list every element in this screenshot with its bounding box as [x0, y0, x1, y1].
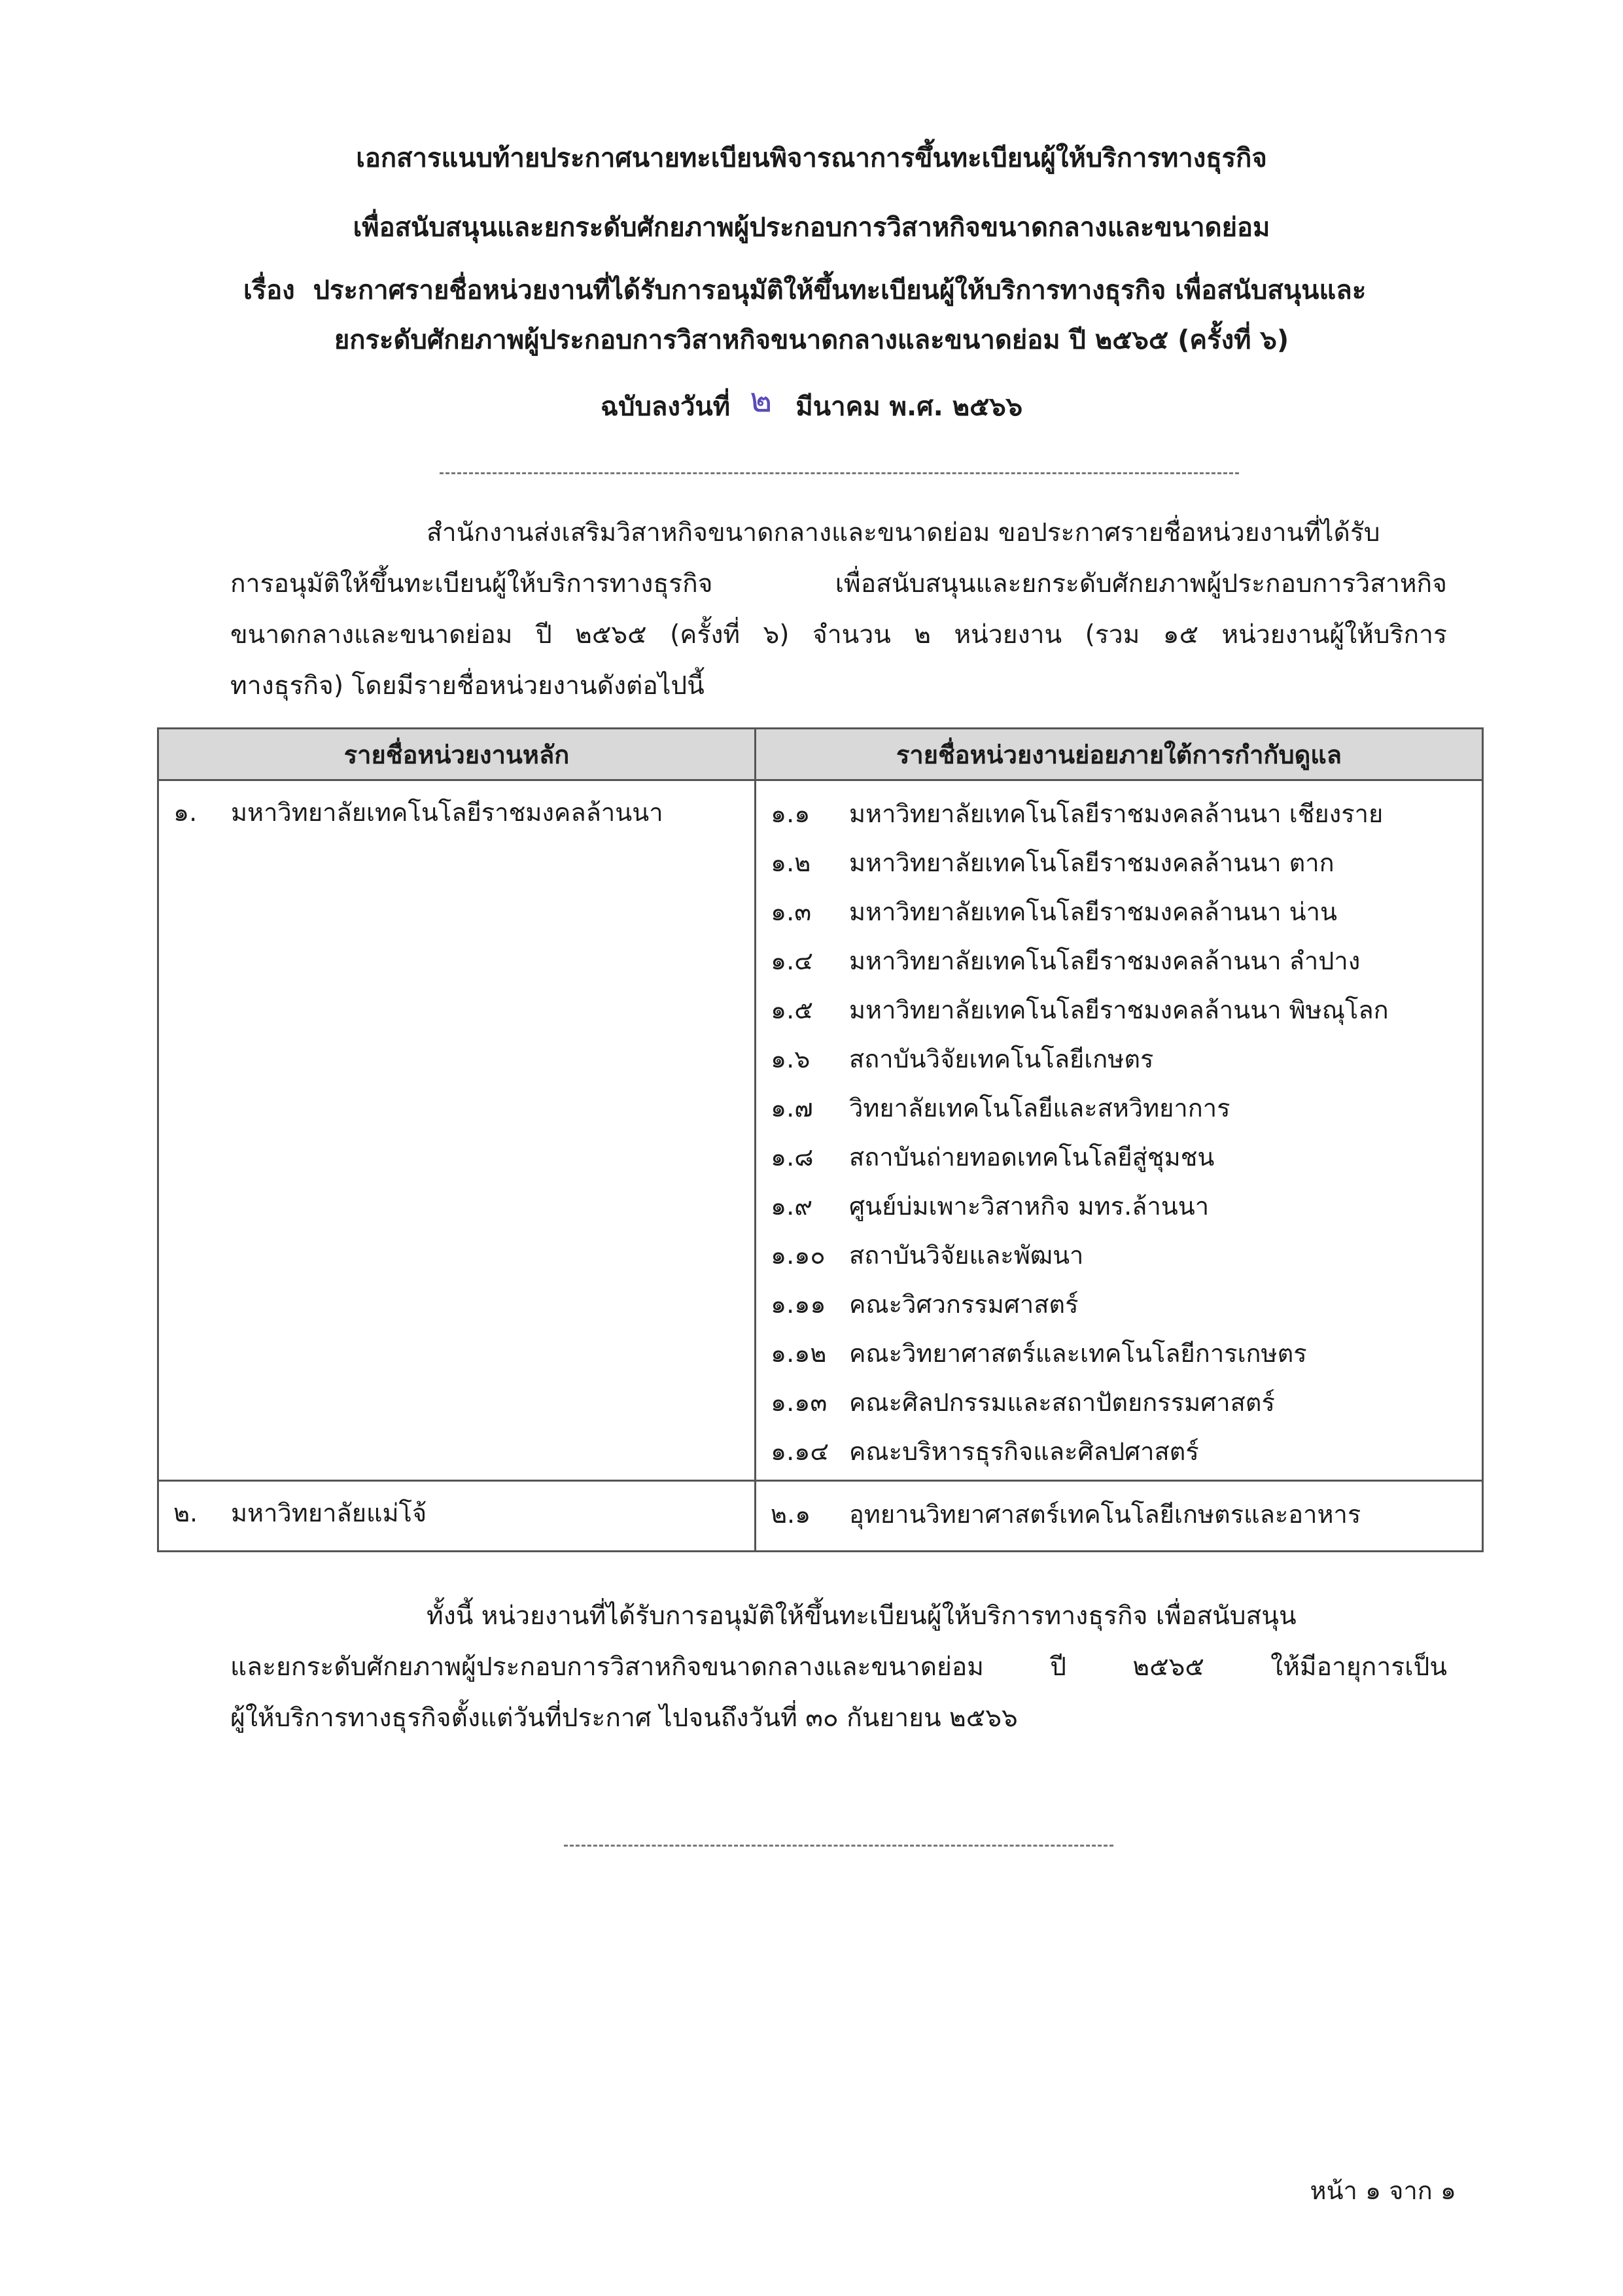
main-unit-name: มหาวิทยาลัยแม่โจ้	[231, 1498, 427, 1527]
header-line-1: เอกสารแนบท้ายประกาศนายทะเบียนพิจารณาการขึ้นทะเบียนผู้ให้บริการทางธุรกิจ	[356, 143, 1267, 173]
sub-unit-item	[756, 936, 1482, 985]
sub-unit-name: คณะบริหารธุรกิจและศิลปศาสตร์	[849, 1437, 1199, 1466]
sub-unit-number: ๑.๕	[771, 996, 813, 1024]
date-day-handwritten: ๒	[750, 381, 773, 420]
sub-unit-name: มหาวิทยาลัยเทคโนโลยีราชมงคลล้านนา พิษณุโลก	[849, 996, 1389, 1024]
header-main-units: รายชื่อหน่วยงานหลัก	[158, 729, 756, 780]
sub-unit-item	[756, 985, 1482, 1034]
sub-unit-name: สถาบันถ่ายทอดเทคโนโลยีสู่ชุมชน	[849, 1143, 1215, 1172]
sub-unit-number: ๑.๒	[771, 848, 811, 877]
sub-unit-item	[756, 789, 1482, 838]
sub-unit-number: ๑.๑๐	[771, 1241, 826, 1270]
sub-unit-item	[756, 1034, 1482, 1083]
sub-unit-item	[756, 1132, 1482, 1181]
main-unit-name: มหาวิทยาลัยเทคโนโลยีราชมงคลล้านนา	[231, 797, 663, 827]
sub-unit-number: ๑.๑	[771, 799, 811, 828]
sub-unit-name: สถาบันวิจัยเทคโนโลยีเกษตร	[849, 1045, 1154, 1073]
sub-unit-number: ๑.๙	[771, 1192, 813, 1221]
sub-unit-number: ๑.๑๔	[771, 1437, 829, 1466]
closing-divider	[564, 1845, 1113, 1847]
date-rest: มีนาคม พ.ศ. ๒๕๖๖	[795, 392, 1023, 422]
header-divider	[440, 472, 1239, 474]
sub-unit-item	[756, 1181, 1482, 1230]
intro-paragraph-body	[230, 559, 1447, 712]
main-unit-number: ๑.	[173, 797, 198, 827]
sub-unit-item	[756, 838, 1482, 887]
sub-unit-name: มหาวิทยาลัยเทคโนโลยีราชมงคลล้านนา ลำปาง	[849, 947, 1361, 975]
sub-unit-number: ๑.๖	[771, 1045, 811, 1073]
header-line-2: เพื่อสนับสนุนและยกระดับศักยภาพผู้ประกอบการวิสาหกิจขนาดกลางและขนาดย่อม	[353, 213, 1270, 243]
units-table	[157, 727, 1484, 1552]
sub-unit-item	[756, 887, 1482, 936]
intro-paragraph	[230, 508, 1447, 559]
sub-unit-item	[756, 1329, 1482, 1378]
sub-unit-number: ๒.๑	[771, 1500, 811, 1529]
table-row-group-2	[158, 1481, 1483, 1552]
sub-unit-number: ๑.๑๒	[771, 1339, 827, 1368]
sub-unit-name: มหาวิทยาลัยเทคโนโลยีราชมงคลล้านนา น่าน	[849, 897, 1337, 926]
closing-line-3: ผู้ให้บริการทางธุรกิจตั้งแต่วันที่ประกาศ ไปจนถึงวันที่ ๓๐ กันยายน ๒๕๖๖	[230, 1703, 1018, 1733]
sub-unit-number: ๑.๔	[771, 947, 813, 975]
sub-unit-name: อุทยานวิทยาศาสตร์เทคโนโลยีเกษตรและอาหาร	[849, 1500, 1361, 1529]
sub-unit-item	[756, 1427, 1482, 1476]
closing-line-2: และยกระดับศักยภาพผู้ประกอบการวิสาหกิจขนาดกลางและขนาดย่อม ปี ๒๕๖๕ ให้มีอายุการเป็น	[230, 1652, 1447, 1682]
header-subject	[243, 271, 1366, 310]
subject-line-1: ประกาศรายชื่อหน่วยงานที่ได้รับการอนุมัติให้ขึ้นทะเบียนผู้ให้บริการทางธุรกิจ เพื่อสนับสนุนและ	[313, 275, 1367, 305]
main-unit-cell	[158, 780, 756, 1481]
main-unit-cell	[158, 1481, 756, 1552]
intro-line-3: ขนาดกลางและขนาดย่อม ปี ๒๕๖๕ (ครั้งที่ ๖) จำนวน ๒ หน่วยงาน (รวม ๑๕ หน่วยงานผู้ให้บริการ	[230, 620, 1447, 650]
subject-label: เรื่อง	[243, 275, 295, 305]
sub-units-cell	[756, 780, 1483, 1481]
table-row-group-1	[158, 780, 1483, 1481]
sub-unit-name: คณะวิทยาศาสตร์และเทคโนโลยีการเกษตร	[849, 1339, 1307, 1368]
sub-units-cell	[756, 1481, 1483, 1552]
sub-unit-name: สถาบันวิจัยและพัฒนา	[849, 1241, 1084, 1270]
header-date	[0, 381, 1623, 426]
page-number: หน้า ๑ จาก ๑	[1310, 2176, 1456, 2205]
sub-unit-name: คณะวิศวกรรมศาสตร์	[849, 1290, 1079, 1319]
sub-unit-number: ๑.๘	[771, 1143, 814, 1172]
sub-unit-number: ๑.๑๑	[771, 1290, 826, 1319]
table-header-row	[158, 729, 1483, 780]
sub-unit-item	[756, 1230, 1482, 1279]
sub-unit-number: ๑.๓	[771, 897, 812, 926]
sub-unit-item	[756, 1489, 1482, 1539]
sub-unit-name: คณะศิลปกรรมและสถาปัตยกรรมศาสตร์	[849, 1388, 1275, 1417]
sub-unit-item	[756, 1279, 1482, 1329]
closing-paragraph	[230, 1591, 1447, 1744]
sub-unit-number: ๑.๗	[771, 1094, 813, 1122]
sub-unit-number: ๑.๑๓	[771, 1388, 828, 1417]
header-sub-units: รายชื่อหน่วยงานย่อยภายใต้การกำกับดูแล	[756, 729, 1483, 780]
subject-line-2: ยกระดับศักยภาพผู้ประกอบการวิสาหกิจขนาดกลางและขนาดย่อม ปี ๒๕๖๕ (ครั้งที่ ๖)	[334, 325, 1289, 355]
date-prefix: ฉบับลงวันที่	[600, 392, 731, 422]
intro-line-1: สำนักงานส่งเสริมวิสาหกิจขนาดกลางและขนาดย่อม ขอประกาศรายชื่อหน่วยงานที่ได้รับ	[427, 518, 1380, 548]
sub-unit-name: ศูนย์บ่มเพาะวิสาหกิจ มทร.ล้านนา	[849, 1192, 1210, 1221]
sub-unit-name: มหาวิทยาลัยเทคโนโลยีราชมงคลล้านนา เชียงราย	[849, 799, 1384, 828]
sub-unit-name: มหาวิทยาลัยเทคโนโลยีราชมงคลล้านนา ตาก	[849, 848, 1335, 877]
intro-line-4: ทางธุรกิจ) โดยมีรายชื่อหน่วยงานดังต่อไปนี้	[230, 671, 705, 701]
main-unit-number: ๒.	[173, 1498, 198, 1527]
intro-line-2: การอนุมัติให้ขึ้นทะเบียนผู้ให้บริการทางธุรกิจ เพื่อสนับสนุนและยกระดับศักยภาพผู้ประกอบการวิสาหกิจ	[230, 569, 1447, 599]
sub-unit-item	[756, 1378, 1482, 1427]
closing-line-1: ทั้งนี้ หน่วยงานที่ได้รับการอนุมัติให้ขึ้นทะเบียนผู้ให้บริการทางธุรกิจ เพื่อสนับสนุน	[427, 1601, 1297, 1631]
sub-unit-item	[756, 1083, 1482, 1132]
sub-unit-name: วิทยาลัยเทคโนโลยีและสหวิทยาการ	[849, 1094, 1230, 1122]
